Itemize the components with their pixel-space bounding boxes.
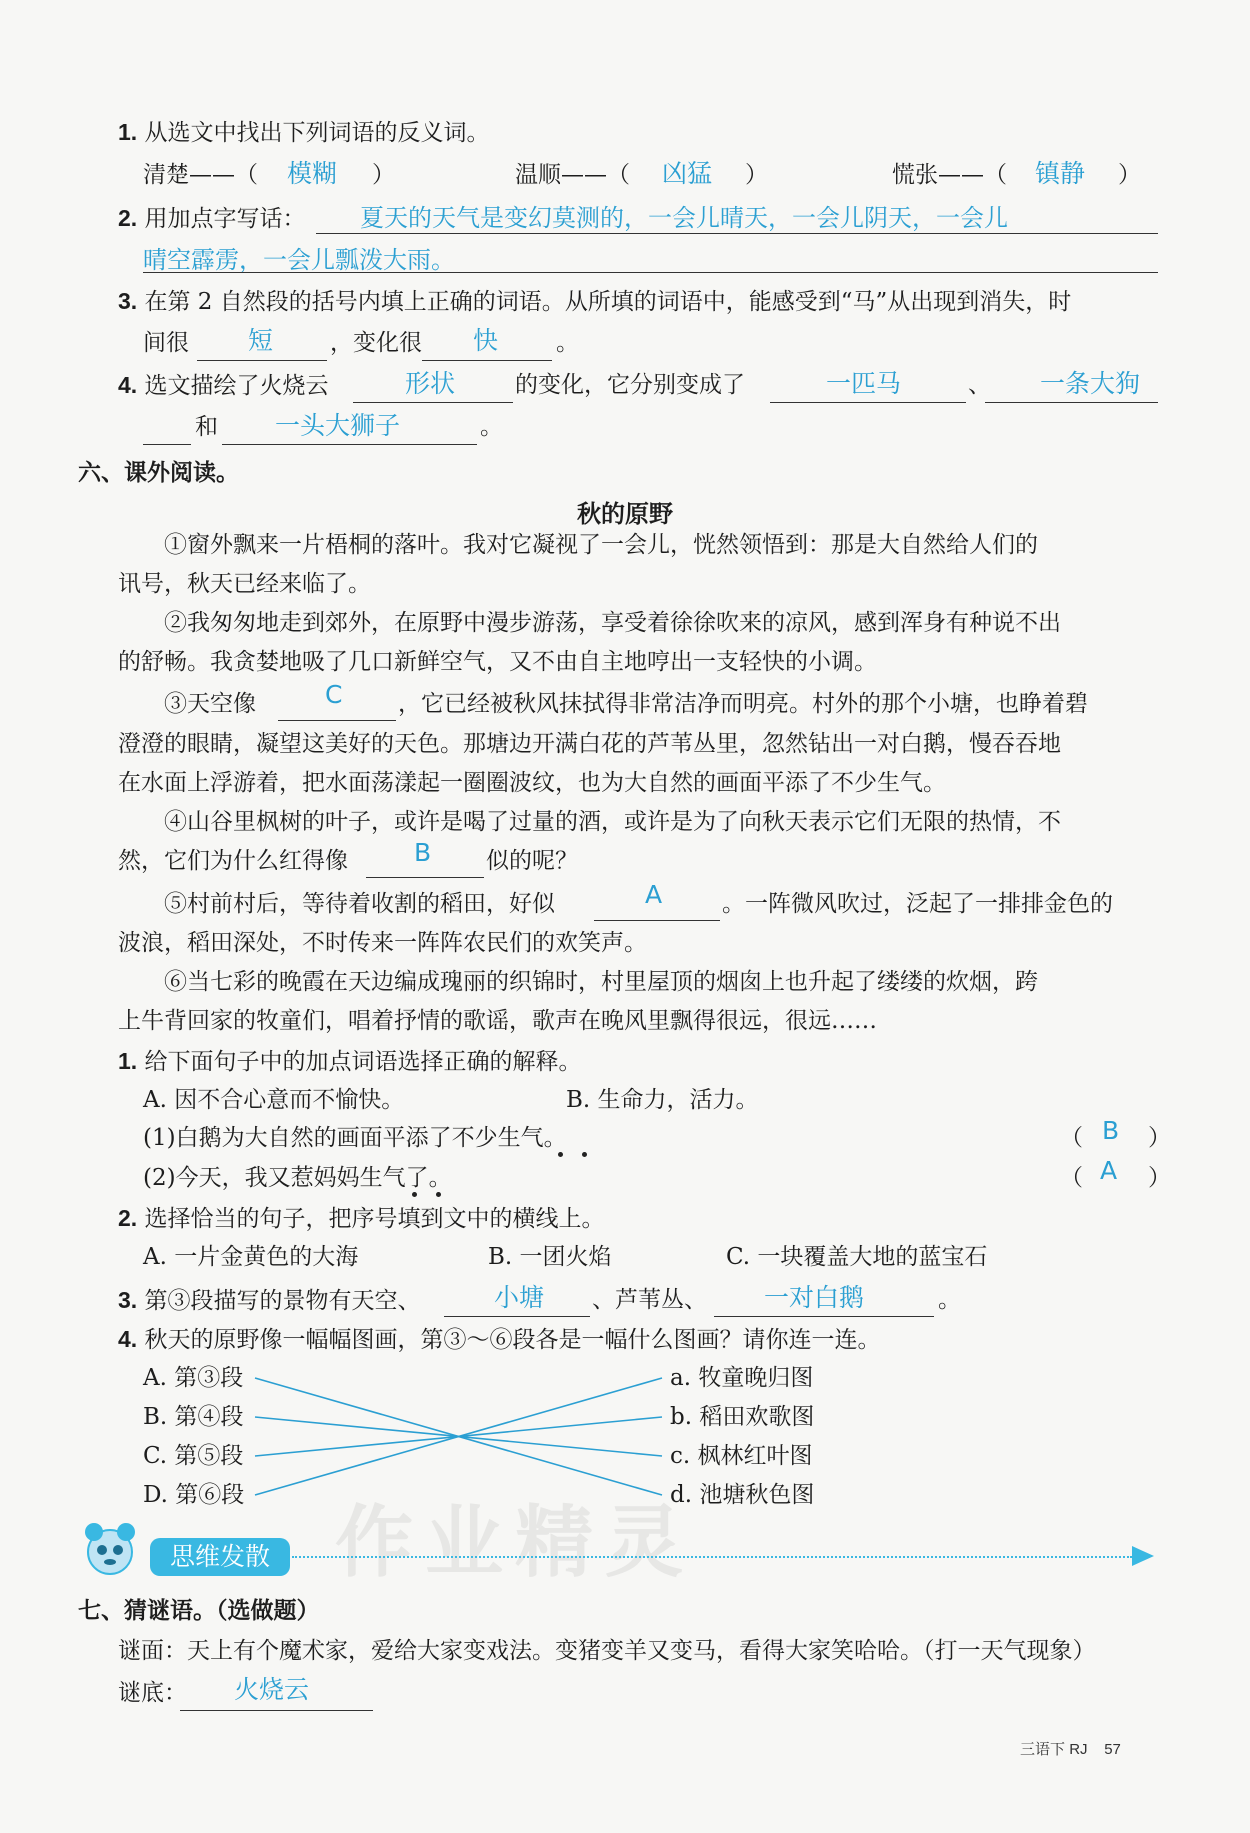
p1-line-1: ①窗外飘来一片梧桐的落叶。我对它凝视了一会儿，恍然领悟到：那是大自然给人们的 bbox=[164, 532, 1038, 558]
p3-line-2: 澄澄的眼睛，凝望这美好的天色。那塘边开满白花的芦苇丛里，忽然钻出一对白鹅，慢吞吞地 bbox=[118, 731, 1061, 757]
p5-text-a: ⑤村前村后，等待着收割的稻田，好似 bbox=[164, 891, 555, 917]
q3-answer-2: 快 bbox=[473, 326, 499, 355]
q1-pair-3-answer: 镇静 bbox=[1035, 159, 1086, 188]
p5-text-b: 。一阵微风吹过，泛起了一排排金色的 bbox=[722, 891, 1113, 917]
s6-q3-answer-1: 小塘 bbox=[494, 1283, 545, 1312]
p2-line-1: ②我匆匆地走到郊外，在原野中漫步游荡，享受着徐徐吹来的凉风，感到浑身有种说不出 bbox=[164, 610, 1061, 636]
panda-mascot-icon bbox=[74, 1518, 146, 1582]
q2-text: 用加点字写话： bbox=[144, 206, 306, 232]
q4-answer-4: 一头大狮子 bbox=[275, 411, 401, 440]
s6-q1-answer-1: B bbox=[1102, 1116, 1120, 1145]
q3-answer-1: 短 bbox=[248, 326, 274, 355]
p2-line-2: 的舒畅。我贪婪地吸了几口新鲜空气，又不由自主地哼出一支轻快的小调。 bbox=[118, 649, 877, 675]
q4-answer-3: 一条大狗 bbox=[1040, 369, 1141, 398]
s6-q1-sentence-2: (2)今天，我又惹妈妈生气了。 bbox=[143, 1165, 452, 1191]
q3-text-2b: ，变化很 bbox=[330, 330, 422, 356]
p4-text-a: 然，它们为什么红得像 bbox=[118, 848, 348, 874]
page-number: 57 bbox=[1104, 1741, 1121, 1758]
q1-pair-1-answer: 模糊 bbox=[287, 159, 338, 188]
q1-number: 1. bbox=[118, 119, 138, 145]
q2-answer-line-1: 夏天的天气是变幻莫测的，一会儿晴天，一会儿阴天，一会儿 bbox=[360, 204, 1008, 232]
p3-text-b: ，它已经被秋风抹拭得非常洁净而明亮。村外的那个小塘，也睁着碧 bbox=[398, 691, 1088, 717]
s6-q2-option-b: B. 一团火焰 bbox=[488, 1244, 612, 1270]
match-right-c: c. 枫林红叶图 bbox=[670, 1443, 813, 1469]
p3-text-a: ③天空像 bbox=[164, 691, 256, 717]
q4-answer-2: 一匹马 bbox=[826, 369, 902, 398]
q1-pair-2-word: 温顺——（ bbox=[515, 162, 630, 188]
riddle-answer: 火烧云 bbox=[234, 1675, 310, 1704]
s6-q2-text: 选择恰当的句子，把序号填到文中的横线上。 bbox=[144, 1206, 605, 1232]
watermark: 作业精灵 bbox=[335, 1497, 696, 1588]
p6-line-2: 上牛背回家的牧童们，唱着抒情的歌谣，歌声在晚风里飘得很远，很远…… bbox=[118, 1008, 877, 1034]
s6-q3-answer-2: 一对白鹅 bbox=[764, 1283, 865, 1312]
p4-line-1: ④山谷里枫树的叶子，或许是喝了过量的酒，或许是为了向秋天表示它们无限的热情，不 bbox=[164, 809, 1061, 835]
s6-q1-text: 给下面句子中的加点词语选择正确的解释。 bbox=[144, 1049, 582, 1075]
thinking-banner: 思维发散 bbox=[150, 1538, 290, 1576]
q2-number: 2. bbox=[118, 205, 138, 231]
q3-number: 3. bbox=[118, 288, 138, 314]
s6-q1-paren-open-1: （ bbox=[1060, 1125, 1083, 1151]
s6-q1-sentence-1: (1)白鹅为大自然的画面平添了不少生气。 bbox=[143, 1125, 567, 1151]
banner-dotted-line bbox=[292, 1556, 1132, 1558]
footer-grade: 三语下 bbox=[1020, 1741, 1066, 1758]
s6-q2-number: 2. bbox=[118, 1205, 138, 1231]
s6-q3-text-a: 第③段描写的景物有天空、 bbox=[144, 1288, 421, 1314]
match-left-c: C. 第⑤段 bbox=[143, 1443, 244, 1469]
s6-q2-option-c: C. 一块覆盖大地的蓝宝石 bbox=[726, 1244, 988, 1270]
match-left-a: A. 第③段 bbox=[143, 1365, 244, 1391]
q1-pair-2-close: ） bbox=[745, 162, 768, 188]
article-title: 秋的原野 bbox=[577, 499, 673, 528]
s6-q2-option-a: A. 一片金黄色的大海 bbox=[143, 1244, 359, 1270]
s6-q1-paren-open-2: （ bbox=[1060, 1165, 1083, 1191]
q4-text-c: 和 bbox=[195, 414, 218, 440]
q1-pair-2-answer: 凶猛 bbox=[662, 159, 713, 188]
s6-q1-number: 1. bbox=[118, 1048, 138, 1074]
p3-answer: C bbox=[325, 680, 343, 709]
match-right-d: d. 池塘秋色图 bbox=[670, 1482, 815, 1508]
section7-heading: 七、猜谜语。（选做题） bbox=[78, 1597, 320, 1624]
p6-line-1: ⑥当七彩的晚霞在天边编成瑰丽的织锦时，村里屋顶的烟囱上也升起了缕缕的炊烟，跨 bbox=[164, 969, 1038, 995]
q4-text-d: 。 bbox=[480, 414, 503, 440]
p3-line-3: 在水面上浮游着，把水面荡漾起一圈圈波纹，也为大自然的画面平添了不少生气。 bbox=[118, 770, 946, 796]
s6-q1-answer-2: A bbox=[1100, 1156, 1118, 1185]
riddle-text: 谜面：天上有个魔术家，爱给大家变戏法。变猪变羊又变马，看得大家笑哈哈。（打一天气现象） bbox=[118, 1638, 1096, 1664]
s6-q1-paren-close-1: ） bbox=[1148, 1125, 1171, 1151]
s6-q3-number: 3. bbox=[118, 1287, 138, 1313]
footer-edition: RJ bbox=[1069, 1741, 1088, 1758]
q1-pair-3-close: ） bbox=[1118, 162, 1141, 188]
footer-info bbox=[1020, 1738, 1121, 1759]
banner-arrow-icon bbox=[1132, 1546, 1154, 1566]
q4-sep: 、 bbox=[968, 372, 991, 398]
riddle-answer-label: 谜底： bbox=[118, 1680, 187, 1706]
q4-text-a: 选文描绘了火烧云 bbox=[144, 373, 329, 399]
s6-q4-number: 4. bbox=[118, 1326, 138, 1352]
p5-answer: A bbox=[645, 880, 663, 909]
s6-q3-text-c: 。 bbox=[938, 1287, 961, 1313]
q3-text-2c: 。 bbox=[556, 330, 579, 356]
s6-q1-paren-close-2: ） bbox=[1148, 1165, 1171, 1191]
q1-pair-1-word: 清楚——（ bbox=[143, 162, 258, 188]
match-left-b: B. 第④段 bbox=[143, 1404, 244, 1430]
q3-text-2a: 间很 bbox=[143, 330, 189, 356]
p1-line-2: 讯号，秋天已经来临了。 bbox=[118, 571, 371, 597]
match-left-d: D. 第⑥段 bbox=[143, 1482, 245, 1508]
q4-text-b: 的变化，它分别变成了 bbox=[515, 372, 745, 398]
p4-answer: B bbox=[414, 838, 432, 867]
p5-line-2: 波浪，稻田深处，不时传来一阵阵农民们的欢笑声。 bbox=[118, 930, 647, 956]
q3-text: 在第 2 自然段的括号内填上正确的词语。从所填的词语中，能感受到“马”从出现到消失，时 bbox=[144, 289, 1072, 315]
section6-heading: 六、课外阅读。 bbox=[78, 459, 239, 486]
s6-q1-option-a: A. 因不合心意而不愉快。 bbox=[143, 1087, 405, 1113]
q2-answer-line-2: 晴空霹雳，一会儿瓢泼大雨。 bbox=[143, 246, 455, 274]
s6-q4-text: 秋天的原野像一幅幅图画，第③～⑥段各是一幅什么图画？请你连一连。 bbox=[144, 1327, 881, 1353]
q4-number: 4. bbox=[118, 372, 138, 398]
q1-pair-3-word: 慌张——（ bbox=[892, 162, 1007, 188]
q1-pair-1-close: ） bbox=[372, 162, 395, 188]
match-right-a: a. 牧童晚归图 bbox=[670, 1365, 814, 1391]
q4-answer-1: 形状 bbox=[405, 369, 456, 398]
s6-q1-option-b: B. 生命力，活力。 bbox=[566, 1087, 759, 1113]
s6-q3-text-b: 、芦苇丛、 bbox=[592, 1287, 707, 1313]
p4-text-b: 似的呢？ bbox=[486, 848, 578, 874]
q1-text: 从选文中找出下列词语的反义词。 bbox=[144, 120, 490, 146]
match-right-b: b. 稻田欢歌图 bbox=[670, 1404, 815, 1430]
